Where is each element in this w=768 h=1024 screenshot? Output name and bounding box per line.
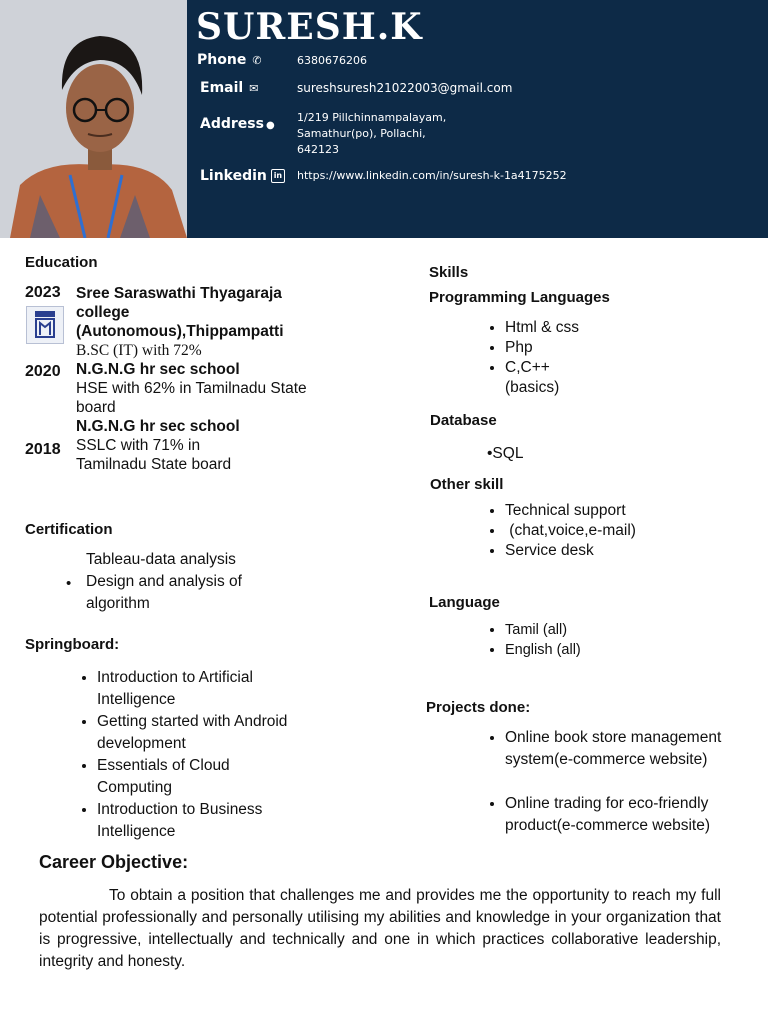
certification-line: algorithm [86,595,150,612]
address-line: Samathur(po), Pollachi, [297,127,426,140]
list-item [97,799,287,843]
linkedin-icon: in [271,169,285,183]
school-entry [76,360,307,417]
list-item-line: Essentials of Cloud [97,757,230,774]
email-label: Email [200,80,244,96]
language-heading: Language [429,594,500,611]
list-item-line: Getting started with Android [97,713,288,730]
email-value: sureshsuresh21022003@gmail.com [297,81,513,95]
linkedin-label: Linkedin [200,168,267,184]
linkedin-url[interactable]: https://www.linkedin.com/in/suresh-k-1a4175252 [297,169,567,182]
career-objective-heading: Career Objective: [39,852,189,872]
bullet-icon: • [66,575,72,592]
programming-languages-heading: Programming Languages [429,289,610,306]
school-detail-line: HSE with 62% in Tamilnadu State [76,380,307,397]
education-year: 2023 [25,284,61,301]
list-item-line: Computing [97,779,172,796]
phone-value: 6380676206 [297,54,367,67]
list-item [97,667,287,711]
email-row [200,79,258,97]
list-item: • Tamil (all) [505,620,581,640]
list-item [97,711,287,755]
college-name [76,284,284,341]
address-line: 642123 [297,143,339,156]
address-line: 1/219 Pillchinnampalayam, [297,111,447,124]
list-item-line: Intelligence [97,691,176,708]
list-item-line: Online book store management [505,729,722,746]
profile-photo [0,0,187,238]
location-pin-icon: ● [265,120,275,131]
list-item: • Technical support [505,501,636,521]
list-item: • Service desk [505,541,636,561]
other-skill-list [483,501,636,561]
projects-list [483,727,721,837]
college-name-line: college [76,304,130,321]
phone-label: Phone [197,52,247,68]
programming-languages-list [483,318,579,398]
school-name: N.G.N.G hr sec school [76,418,240,435]
certification-list [86,549,242,615]
certification-heading: Certification [25,521,113,538]
list-item-line: system(e-commerce website) [505,751,708,768]
college-name-line: (Autonomous),Thippampatti [76,323,284,340]
projects-heading: Projects done: [426,699,531,716]
phone-icon: ✆ [252,54,262,67]
list-item [505,793,721,837]
school-detail-line: Tamilnadu State board [76,456,232,473]
springboard-list [75,667,287,843]
list-item-line: Introduction to Artificial [97,669,253,686]
career-objective-text: To obtain a position that challenges me and provides me the opportunity to reach my full potential professionally and personally utilising my abilities and knowledge in your organization that is progressive, intellectually and technically and one in which practices collaborative leadership, integrity and honesty. [39,887,721,970]
springboard-heading: Springboard: [25,636,120,653]
address-row [200,115,275,133]
language-list [483,620,581,660]
database-item: •SQL [487,445,524,462]
address-value [297,110,446,158]
email-icon: ✉ [249,82,259,95]
person-name: SURESH.K [196,6,423,48]
list-item-line: Introduction to Business [97,801,263,818]
address-label: Address [200,116,264,132]
database-heading: Database [430,412,497,429]
other-skill-heading: Other skill [430,476,504,493]
list-item: • C,C++ [505,358,579,378]
list-item: • Php [505,338,579,358]
college-name-line: Sree Saraswathi Thyagaraja [76,285,282,302]
list-item-line: product(e-commerce website) [505,817,711,834]
education-year: 2018 [25,441,61,458]
list-item: • Html & css [505,318,579,338]
list-item [97,755,287,799]
school-detail-line: board [76,399,116,416]
list-item: • (chat,voice,e-mail) [505,521,636,541]
school-entry [76,417,240,474]
college-detail-text: B.SC (IT) with 72% [76,342,202,359]
college-logo-icon [26,306,64,344]
education-year: 2020 [25,363,61,380]
list-item [505,727,721,771]
certification-line: Design and analysis of [86,573,242,590]
education-heading: Education [25,254,98,271]
linkedin-row [200,167,285,185]
list-item-line: development [97,735,186,752]
certification-line: Tableau-data analysis [86,551,236,568]
skills-heading: Skills [429,264,469,281]
school-detail-line: SSLC with 71% in [76,437,201,454]
list-item-line: Intelligence [97,823,176,840]
phone-row [197,51,262,69]
college-detail [76,341,202,360]
list-item-continuation: (basics) [505,379,560,396]
list-item-line: Online trading for eco-friendly [505,795,709,812]
list-item: • English (all) [505,640,581,660]
school-name: N.G.N.G hr sec school [76,361,240,378]
